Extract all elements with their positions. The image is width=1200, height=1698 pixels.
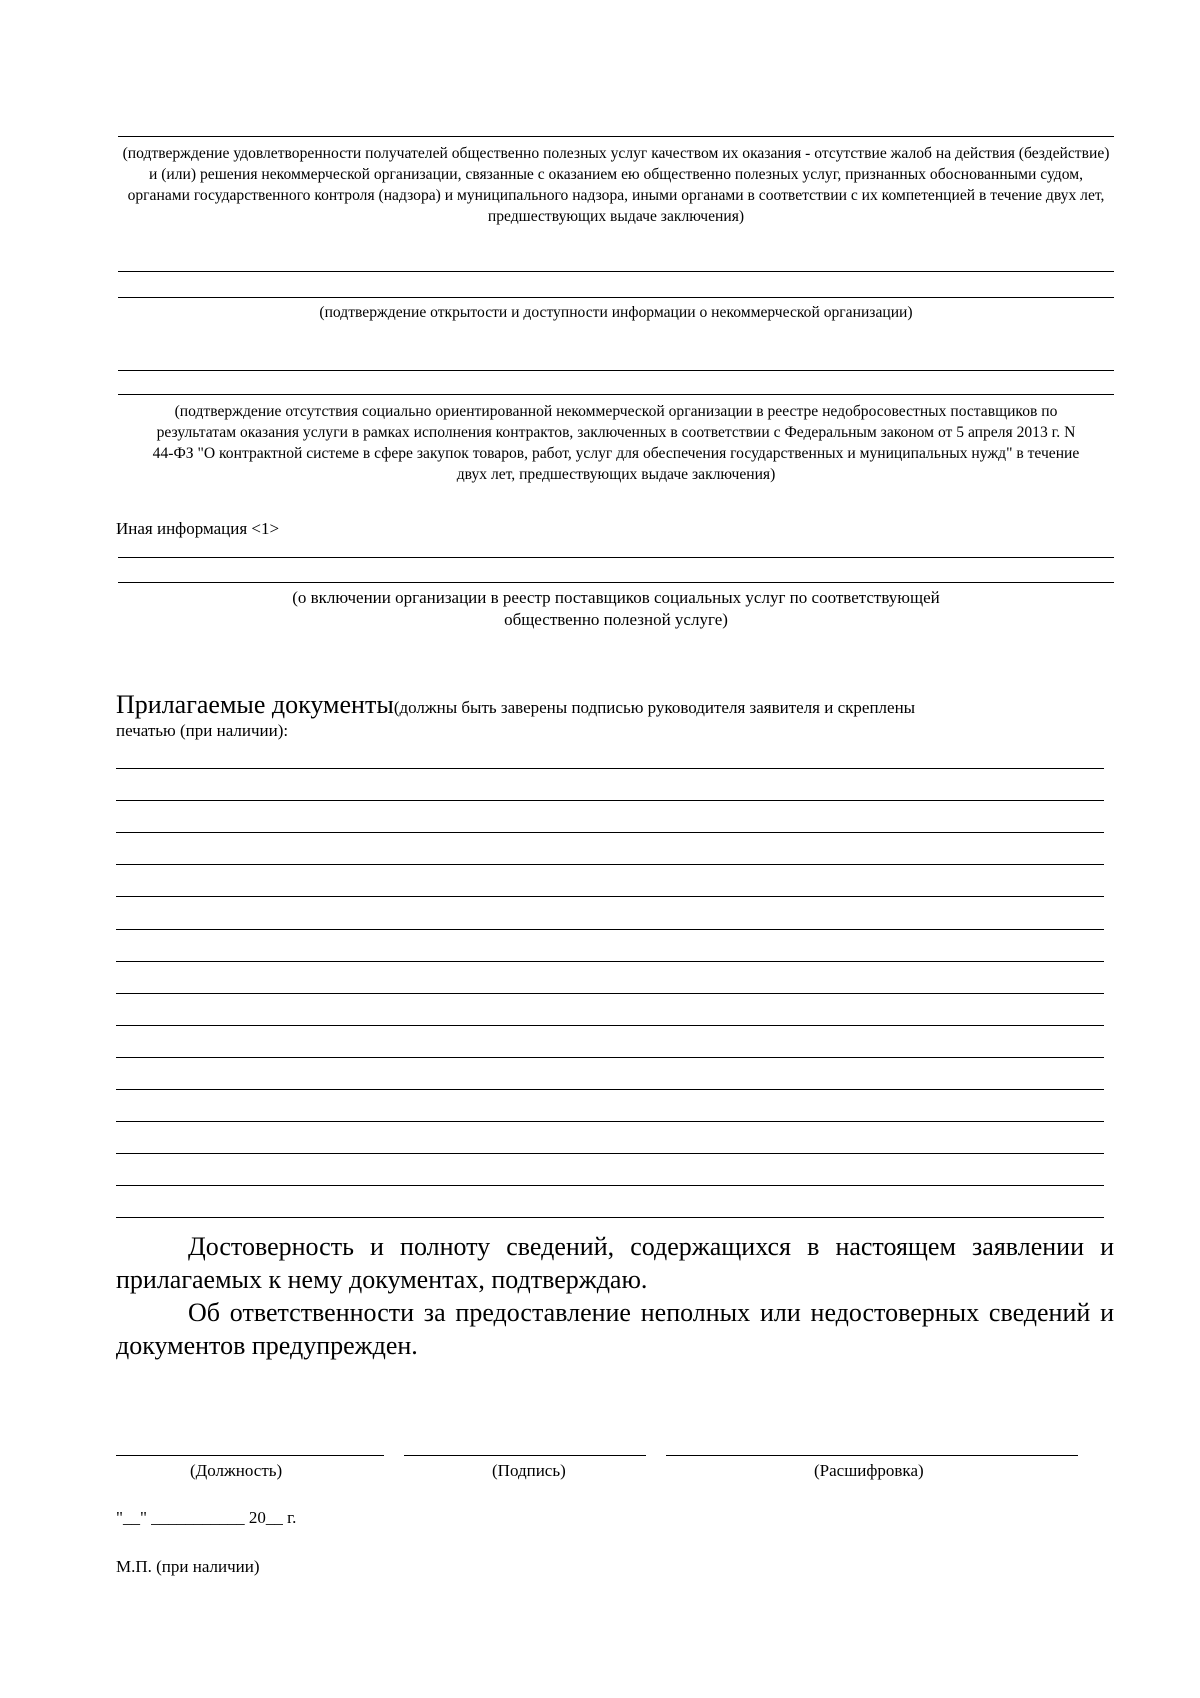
decoding-label: (Расшифровка) [814,1461,924,1480]
attached-doc-fill-line [116,961,1104,962]
other-info-caption-line2: общественно полезной услуге) [504,610,728,629]
satisfaction-caption: (подтверждение удовлетворенности получателей общественно полезных услуг качеством их оказания - отсутствие жалоб на действия (бездействие) и (или) решения некоммерческой организации, связанные с оказанием ею общественно полезных услуг, признанных обоснованными судом, органами государственного контроля (надзора) и муниципального надзора, иными органами в соответствии с их компетенцией в течение двух лет, предшествующих выдаче заключения) [122,145,1110,225]
openness-caption: (подтверждение открытости и доступности информации о некоммерческой организации) [319,304,913,321]
attached-doc-fill-line [116,832,1104,833]
signature-line [404,1455,646,1456]
attached-docs-heading: Прилагаемые документы [116,690,394,719]
declaration-para1: Достоверность и полноту сведений, содержащихся в настоящем заявлении и прилагаемых к нему документах, подтверждаю. [116,1232,1114,1294]
attached-doc-fill-line [116,896,1104,897]
signature-label: (Подпись) [492,1461,566,1480]
other-info-label: Иная информация <1> [116,519,280,538]
attached-doc-fill-line [116,1153,1104,1154]
stamp-label: М.П. (при наличии) [116,1557,260,1576]
registry-caption: (подтверждение отсутствия социально ориентированной некоммерческой организации в реестре недобросовестных поставщиков по результатам оказания услуги в рамках исполнения контрактов, заключенных в соответствии с Федеральным законом от 5 апреля 2013 г. N 44-ФЗ "О контрактной системе в сфере закупок товаров, работ, услуг для обеспечения государственных и муниципальных нужд" в течение двух лет, предшествующих выдаче заключения) [152,403,1080,483]
attached-doc-fill-line [116,800,1104,801]
fill-line [118,582,1114,583]
attached-doc-fill-line [116,993,1104,994]
decoding-line [666,1455,1078,1456]
attached-doc-fill-line [116,1057,1104,1058]
attached-docs-note2: печатью (при наличии): [116,721,289,740]
fill-line [118,394,1114,395]
fill-line [118,136,1114,137]
date-line: "__" ___________ 20__ г. [116,1508,297,1527]
attached-doc-fill-line [116,864,1104,865]
other-info-caption-line1: (о включении организации в реестр поставщиков социальных услуг по соответствующей [292,588,940,607]
attached-doc-fill-line [116,1185,1104,1186]
position-line [116,1455,384,1456]
declaration-para2: Об ответственности за предоставление неполных или недостоверных сведений и документов предупрежден. [116,1298,1114,1360]
attached-doc-fill-line [116,929,1104,930]
fill-line [118,557,1114,558]
position-label: (Должность) [190,1461,283,1480]
attached-docs-block [116,690,1116,720]
attached-doc-fill-line [116,1217,1104,1218]
attached-doc-fill-line [116,768,1104,769]
attached-doc-fill-line [116,1089,1104,1090]
fill-line [118,370,1114,371]
attached-docs-note: (должны быть заверены подписью руководителя заявителя и скреплены [393,698,916,717]
attached-doc-fill-line [116,1121,1104,1122]
fill-line [118,297,1114,298]
attached-doc-fill-line [116,1025,1104,1026]
fill-line [118,271,1114,272]
